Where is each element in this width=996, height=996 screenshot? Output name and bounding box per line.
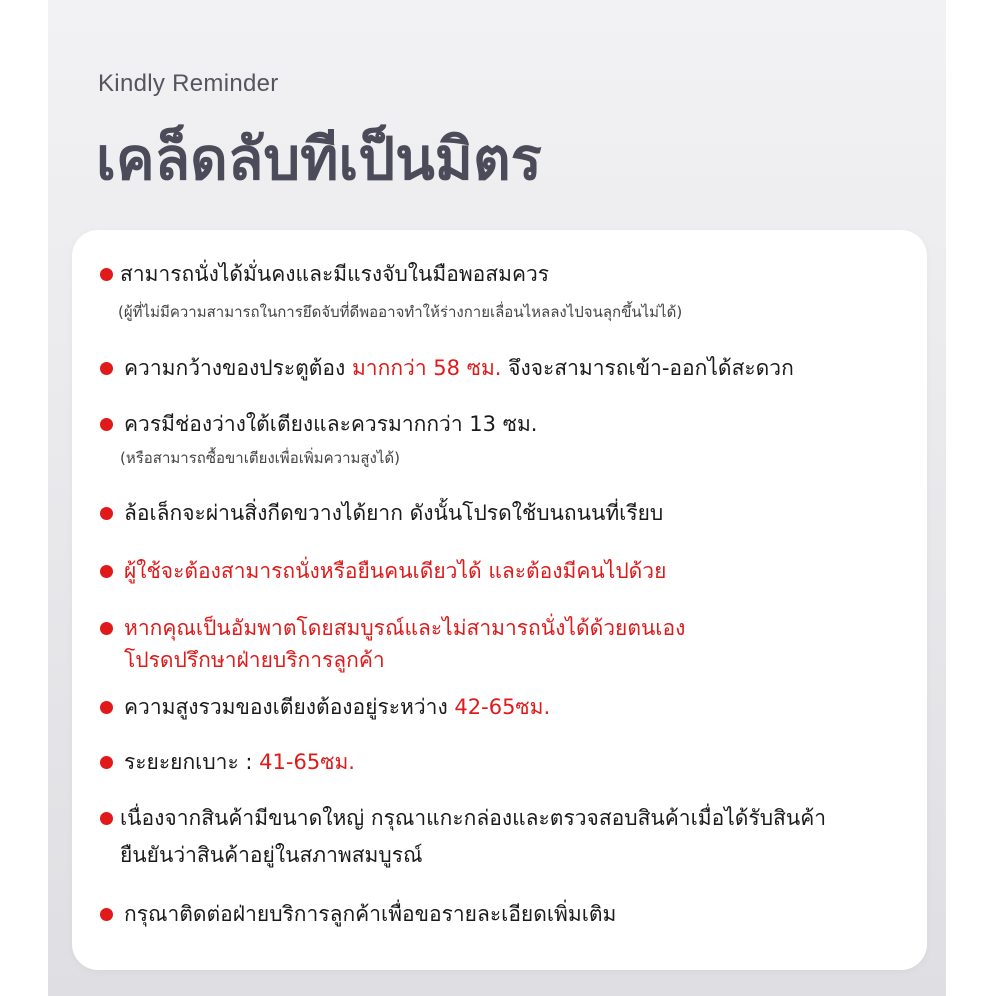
bullet-dot-icon	[100, 507, 113, 520]
bullet-dot-icon	[100, 701, 113, 714]
bullet-dot-icon	[100, 565, 113, 578]
bullet-dot-icon	[100, 418, 113, 431]
tip-text: สามารถนั่งได้มั่นคงและมีแรงจับในมือพอสมควร	[120, 262, 550, 286]
tip-text: ควรมีช่องว่างใต้เตียงและควรมากกว่า 13 ซม.	[124, 412, 538, 436]
bullet-dot-icon	[100, 756, 113, 769]
tip-item	[100, 802, 930, 866]
tip-item-warning	[100, 612, 930, 676]
tip-text-part: จึงจะสามารถเข้า-ออกได้สะดวก	[501, 356, 794, 380]
bullet-dot-icon	[100, 268, 113, 281]
tip-text: หากคุณเป็นอัมพาตโดยสมบูรณ์และไม่สามารถนั่งได้ด้วยตนเอง	[124, 616, 686, 640]
tip-text: เนื่องจากสินค้ามีขนาดใหญ่ กรุณาแกะกล่องและตรวจสอบสินค้าเมื่อได้รับสินค้า	[120, 806, 827, 830]
tip-highlight: 42-65ซม.	[454, 695, 551, 719]
tip-note: (ผู้ที่ไม่มีความสามารถในการยึดจับที่ดีพออาจทำให้ร่างกายเลื่อนไหลลงไปจนลุกขึ้นไม่ได้)	[118, 303, 683, 321]
tip-text: โปรดปรึกษาฝ่ายบริการลูกค้า	[124, 648, 385, 672]
tip-text-part: ความกว้างของประตูต้อง	[124, 356, 352, 380]
tip-text-part: ระยะยกเบาะ :	[124, 750, 260, 774]
tip-highlight: 41-65ซม.	[259, 750, 355, 774]
tip-text: ยืนยันว่าสินค้าอยู่ในสภาพสมบูรณ์	[120, 843, 423, 867]
tip-text	[124, 352, 794, 384]
tip-highlight: มากกว่า 58 ซม.	[351, 356, 502, 380]
tip-text: กรุณาติดต่อฝ่ายบริการลูกค้าเพื่อขอรายละเอียดเพิ่มเติม	[124, 902, 617, 926]
bullet-dot-icon	[100, 812, 113, 825]
tip-note: (หรือสามารถซื้อขาเตียงเพื่อเพิ่มความสูงได้)	[120, 449, 400, 467]
tip-text-part: ความสูงรวมของเตียงต้องอยู่ระหว่าง	[124, 695, 455, 719]
bullet-dot-icon	[100, 622, 113, 635]
tip-text: ผู้ใช้จะต้องสามารถนั่งหรือยืนคนเดียวได้ และต้องมีคนไปด้วย	[124, 559, 667, 583]
bullet-dot-icon	[100, 362, 113, 375]
tip-text: ล้อเล็กจะผ่านสิ่งกีดขวางได้ยาก ดังนั้นโปรดใช้บนถนนที่เรียบ	[124, 501, 664, 525]
tip-text	[124, 691, 550, 723]
bullet-dot-icon	[100, 908, 113, 921]
tip-text	[124, 746, 355, 778]
subtitle: Kindly Reminder	[98, 70, 279, 97]
page-title: เคล็ดลับทีเป็นมิตร	[96, 125, 542, 193]
